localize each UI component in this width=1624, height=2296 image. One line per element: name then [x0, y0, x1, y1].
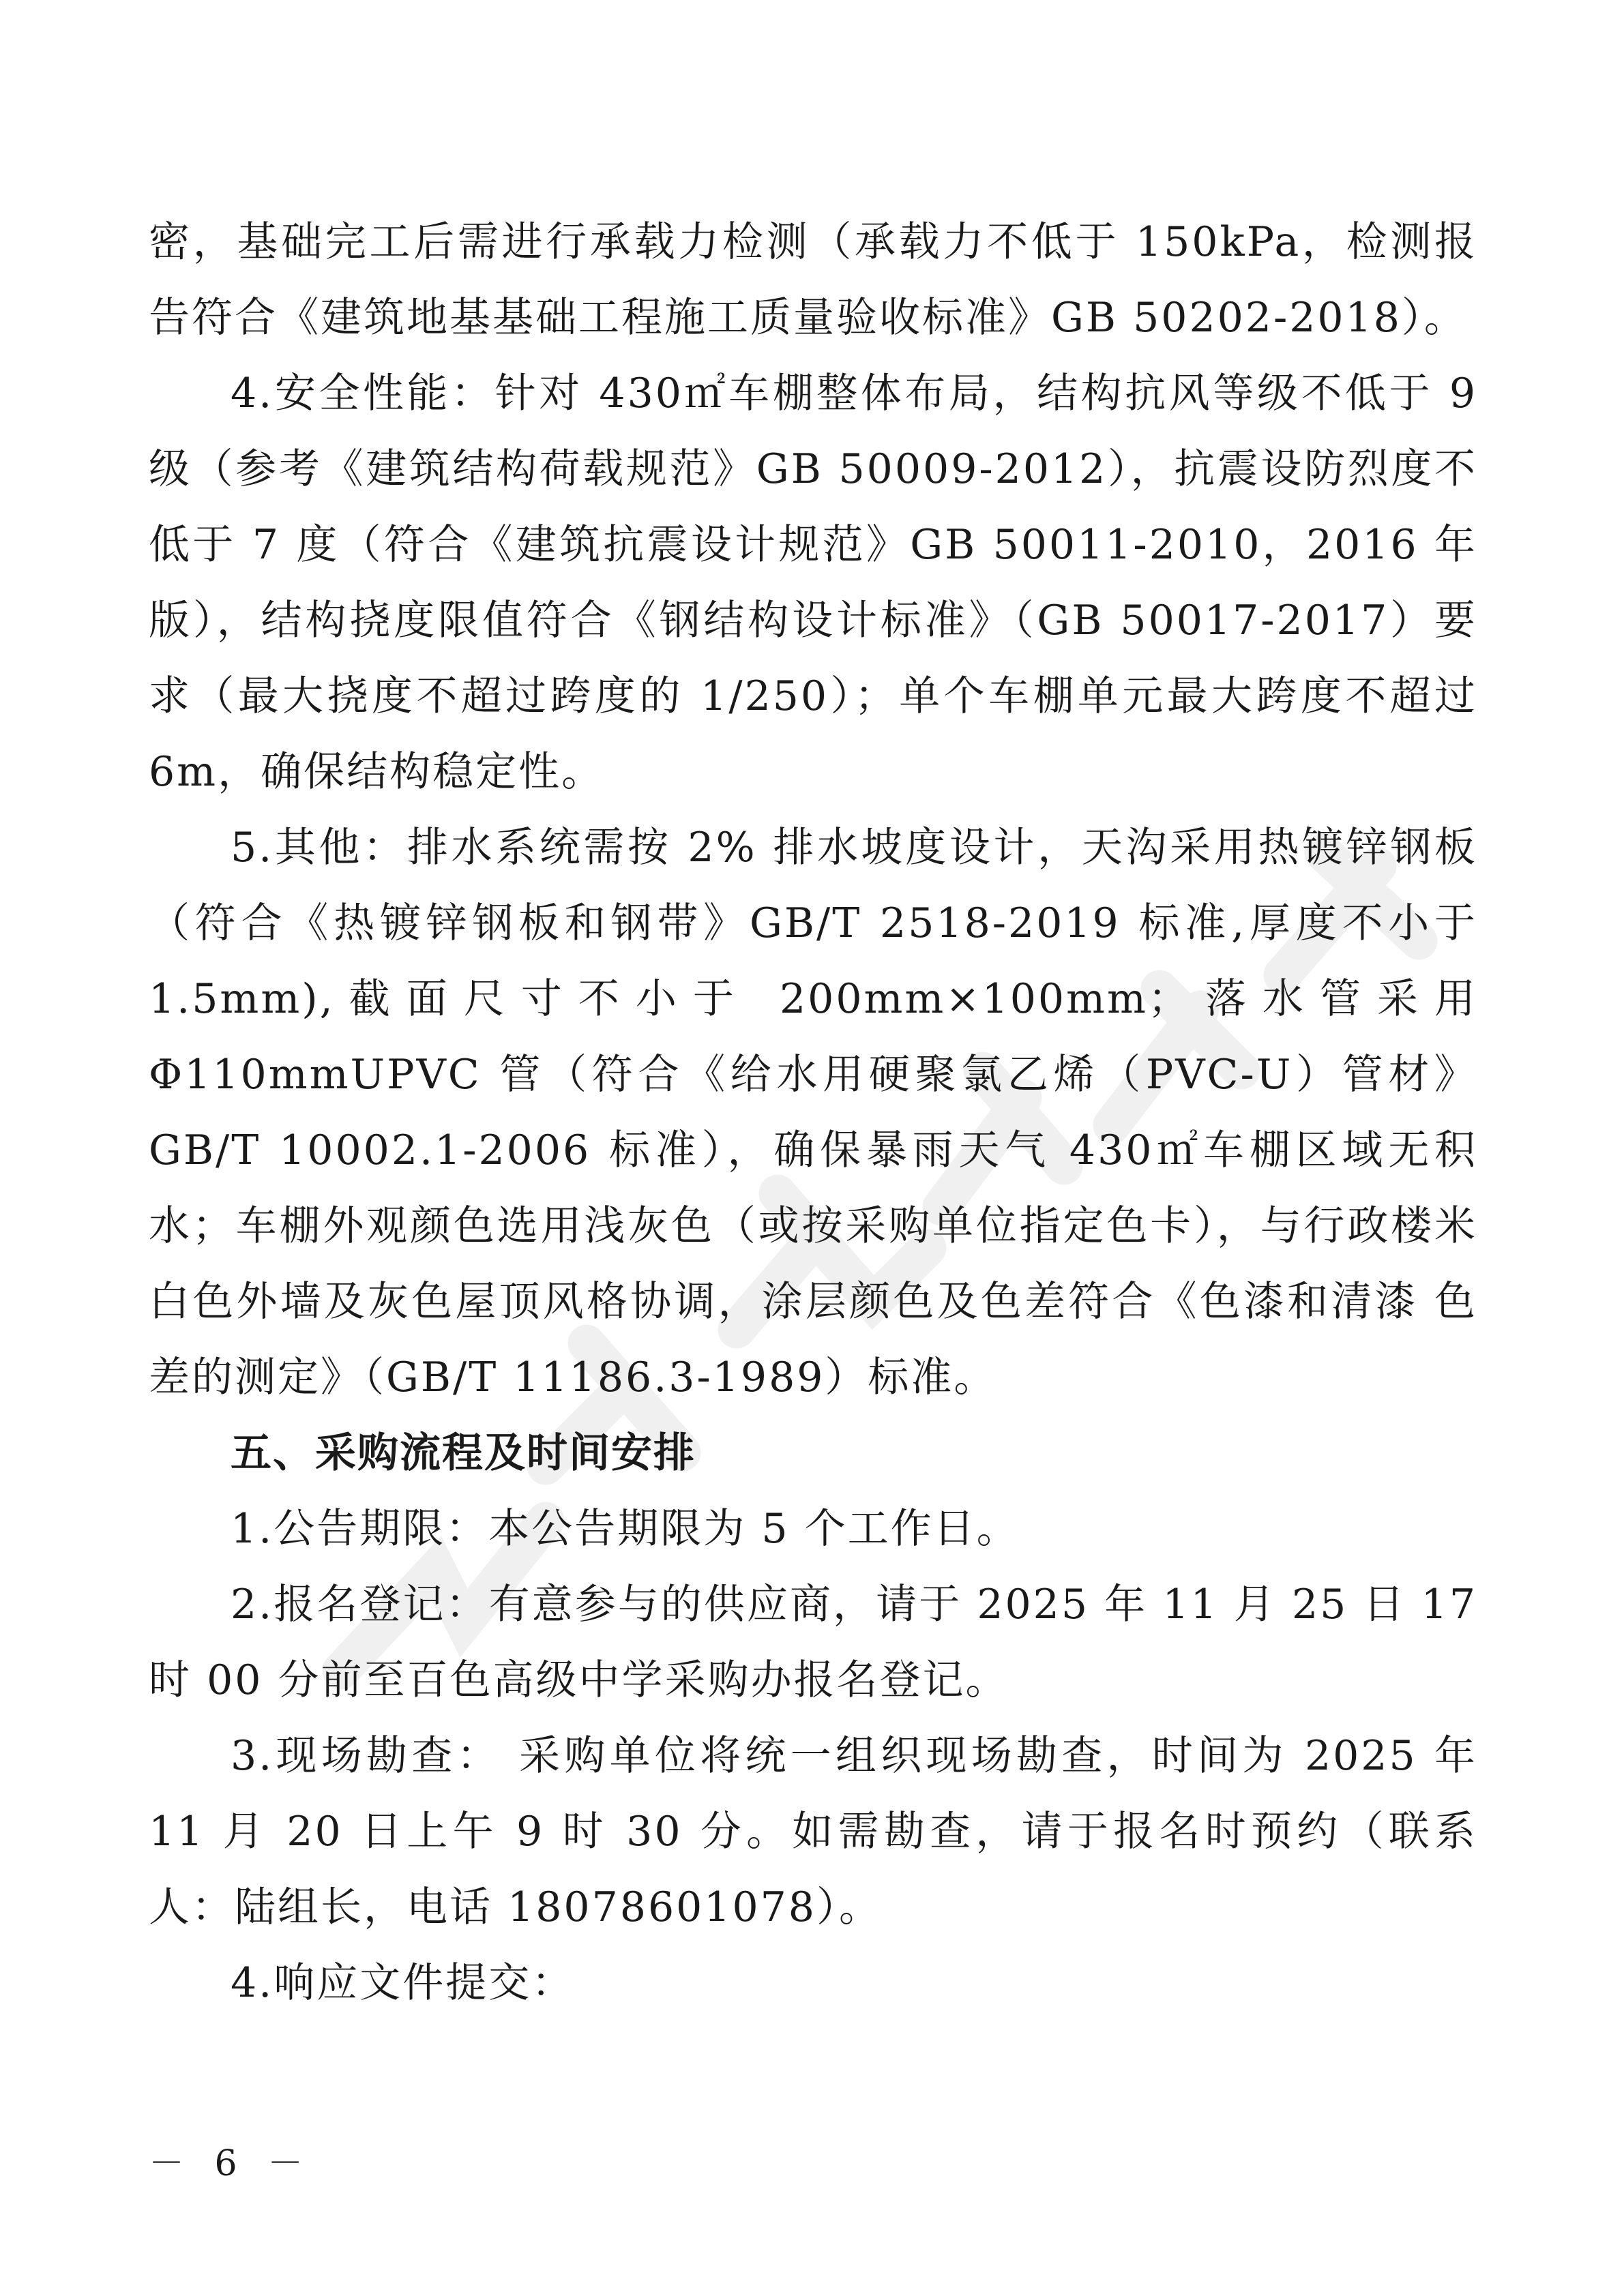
- paragraph-site-survey: 3.现场勘查： 采购单位将统一组织现场勘查，时间为 2025 年 11 月 20 日上午 9 时 30 分。如需勘查，请于报名时预约（联系人：陆组长，电话 18078601078）。: [149, 1732, 1477, 1931]
- paragraph-other-requirements: 5.其他：排水系统需按 2% 排水坡度设计，天沟采用热镀锌钢板（符合《热镀锌钢板和钢带》GB/T 2518-2019 标准,厚度不小于 1.5mm),截面尺寸不小于 200mm×100mm；落水管采用 Φ110mmUPVC 管（符合《给水用硬聚氯乙烯（PVC-U）管材》GB/T 10002.1-2006 标准），确保暴雨天气 430㎡车棚区域无积水；车棚外观颜色选用浅灰色（或按采购单位指定色卡），与行政楼米白色外墙及灰色屋顶风格协调，涂层颜色及色差符合《色漆和清漆 色差的测定》（GB/T 11186.3-1989）标准。: [149, 824, 1477, 1401]
- paragraph-notice-period: 1.公告期限：本公告期限为 5 个工作日。: [231, 1505, 1020, 1553]
- body-text: [149, 205, 1477, 2021]
- paragraph-registration: 2.报名登记：有意参与的供应商，请于 2025 年 11 月 25 日 17 时 00 分前至百色高级中学采购办报名登记。: [149, 1581, 1477, 1704]
- paragraph-safety-performance: 4.安全性能：针对 430㎡车棚整体布局，结构抗风等级不低于 9 级（参考《建筑结构荷载规范》GB 50009-2012），抗震设防烈度不低于 7 度（符合《建筑抗震设计规范》GB 50011-2010，2016 年版），结构挠度限值符合《钢结构设计标准》（GB 50017-2017）要求（最大挠度不超过跨度的 1/250）；单个车棚单元最大跨度不超过 6m，确保结构稳定性。: [149, 370, 1477, 796]
- paragraph-response-submission: 4.响应文件提交：: [231, 1959, 575, 2007]
- page-number: － 6 －: [149, 2143, 313, 2184]
- paragraph-foundation-continued: 密，基础完工后需进行承载力检测（承载力不低于 150kPa，检测报告符合《建筑地基基础工程施工质量验收标准》GB 50202-2018）。: [149, 218, 1477, 342]
- section-heading-procurement-process: 五、采购流程及时间安排: [231, 1429, 696, 1477]
